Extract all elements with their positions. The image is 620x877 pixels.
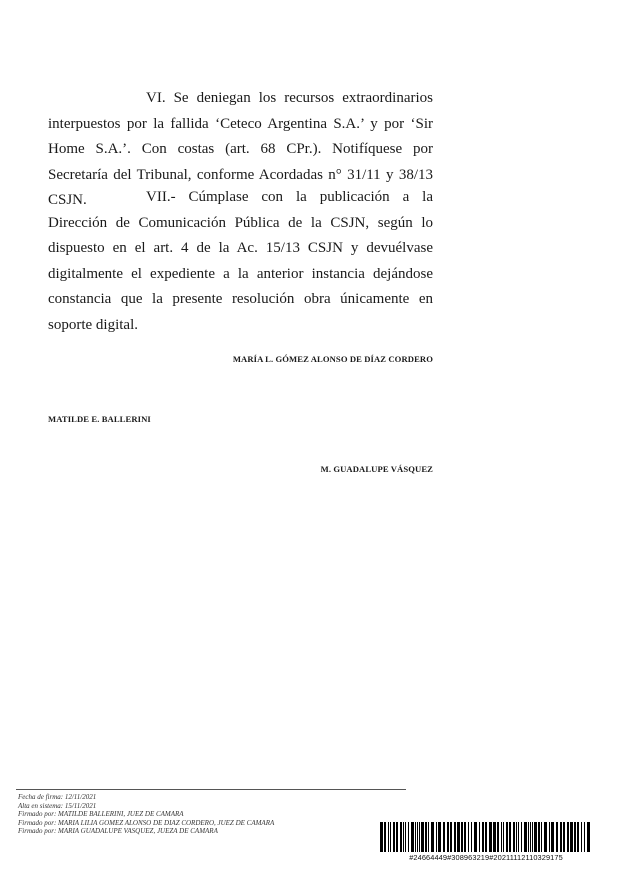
barcode-bar	[513, 822, 515, 852]
barcode-bar	[501, 822, 502, 852]
barcode-bar	[485, 822, 487, 852]
barcode-bar	[474, 822, 477, 852]
barcode-bar	[396, 822, 398, 852]
barcode-bar	[400, 822, 402, 852]
paragraph-vi-text: VI. Se deniegan los recursos extraordinarios interpuestos por la fallida ‘Ceteco Argentina S.A.’ y por ‘Sir Home S.A.’. Con costas (art. 68 CPr.). Notifíquese por Secretaría del Tribunal, conforme Acordadas n° 31/11 y 38/13 CSJN.	[48, 90, 433, 209]
barcode-bar	[489, 822, 492, 852]
barcode-bar	[521, 822, 522, 852]
barcode-bar	[388, 822, 389, 852]
barcode-bar	[581, 822, 582, 852]
barcode-bar	[454, 822, 456, 852]
barcode-bar	[509, 822, 511, 852]
barcode-bar	[524, 822, 527, 852]
paragraph-vii-text: VII.- Cúmplase con la publicación a la Dirección de Comunicación Pública de la CSJN, según lo dispuesto en el art. 4 de la Ac. 15/13 CSJN y devuélvase digitalmente el expediente a la anterior instancia dejándose constancia que la presente resolución obra únicamente en soporte digital.	[48, 189, 433, 333]
barcode-bar	[428, 822, 429, 852]
barcode-bar	[541, 822, 542, 852]
barcode-bar	[471, 822, 472, 852]
signature-date: Fecha de firma: 12/11/2021	[18, 793, 97, 801]
barcode-bar	[450, 822, 452, 852]
barcode-bar	[493, 822, 496, 852]
barcode	[380, 822, 592, 852]
barcode-bar	[538, 822, 540, 852]
barcode-bar	[530, 822, 531, 852]
paragraph-vii	[48, 185, 433, 339]
barcode-bar	[549, 822, 550, 852]
barcode-bar	[577, 822, 579, 852]
barcode-bar	[421, 822, 424, 852]
barcode-bar	[405, 822, 406, 852]
barcode-bar	[447, 822, 449, 852]
signature-metadata	[18, 793, 274, 836]
barcode-bar	[503, 822, 504, 852]
system-entry-date: Alta en sistema: 15/11/2021	[18, 801, 97, 810]
barcode-bar	[425, 822, 427, 852]
barcode-bar	[506, 822, 508, 852]
barcode-bar	[408, 822, 409, 852]
barcode-bar	[438, 822, 441, 852]
barcode-bar	[574, 822, 576, 852]
barcode-bar	[419, 822, 420, 852]
barcode-bar	[528, 822, 529, 852]
barcode-bar	[384, 822, 386, 852]
barcode-bar	[556, 822, 558, 852]
barcode-bar	[457, 822, 460, 852]
barcode-bar	[534, 822, 537, 852]
barcode-bar	[393, 822, 395, 852]
barcode-bar	[584, 822, 585, 852]
barcode-bar	[544, 822, 547, 852]
signature-ballerini: MATILDE E. BALLERINI	[48, 414, 151, 424]
barcode-bar	[415, 822, 416, 852]
signature-gomez-alonso: MARÍA L. GÓMEZ ALONSO DE DÍAZ CORDERO	[232, 354, 433, 364]
barcode-bar	[516, 822, 517, 852]
barcode-bar	[560, 822, 562, 852]
barcode-bar	[479, 822, 480, 852]
signed-by-vasquez: Firmado por: MARIA GUADALUPE VASQUEZ, JUEZA DE CAMARA	[18, 827, 218, 836]
barcode-bar	[468, 822, 469, 852]
barcode-bar	[482, 822, 484, 852]
barcode-bar	[567, 822, 569, 852]
barcode-bar	[464, 822, 466, 852]
barcode-bar	[532, 822, 533, 852]
barcode-bar	[570, 822, 573, 852]
barcode-bar	[497, 822, 499, 852]
signed-by-ballerini: Firmado por: MATILDE BALLERINI, JUEZ DE CAMARA	[18, 810, 184, 819]
barcode-bar	[587, 822, 590, 852]
barcode-bar	[518, 822, 519, 852]
footer-divider	[16, 789, 406, 790]
barcode-bar	[431, 822, 434, 852]
barcode-bar	[461, 822, 463, 852]
signature-vasquez: M. GUADALUPE VÁSQUEZ	[320, 464, 433, 474]
signed-by-gomez-alonso: Firmado por: MARIA LILIA GOMEZ ALONSO DE DIAZ CORDERO, JUEZ DE CAMARA	[18, 818, 275, 827]
barcode-bar	[403, 822, 404, 852]
barcode-bar	[417, 822, 418, 852]
barcode-number: #24664449#308963219#20211112110329175	[409, 853, 563, 862]
barcode-bar	[380, 822, 383, 852]
barcode-bar	[436, 822, 437, 852]
barcode-bar	[563, 822, 565, 852]
barcode-bar	[411, 822, 414, 852]
barcode-bar	[443, 822, 445, 852]
barcode-bar	[390, 822, 391, 852]
barcode-bar	[551, 822, 554, 852]
